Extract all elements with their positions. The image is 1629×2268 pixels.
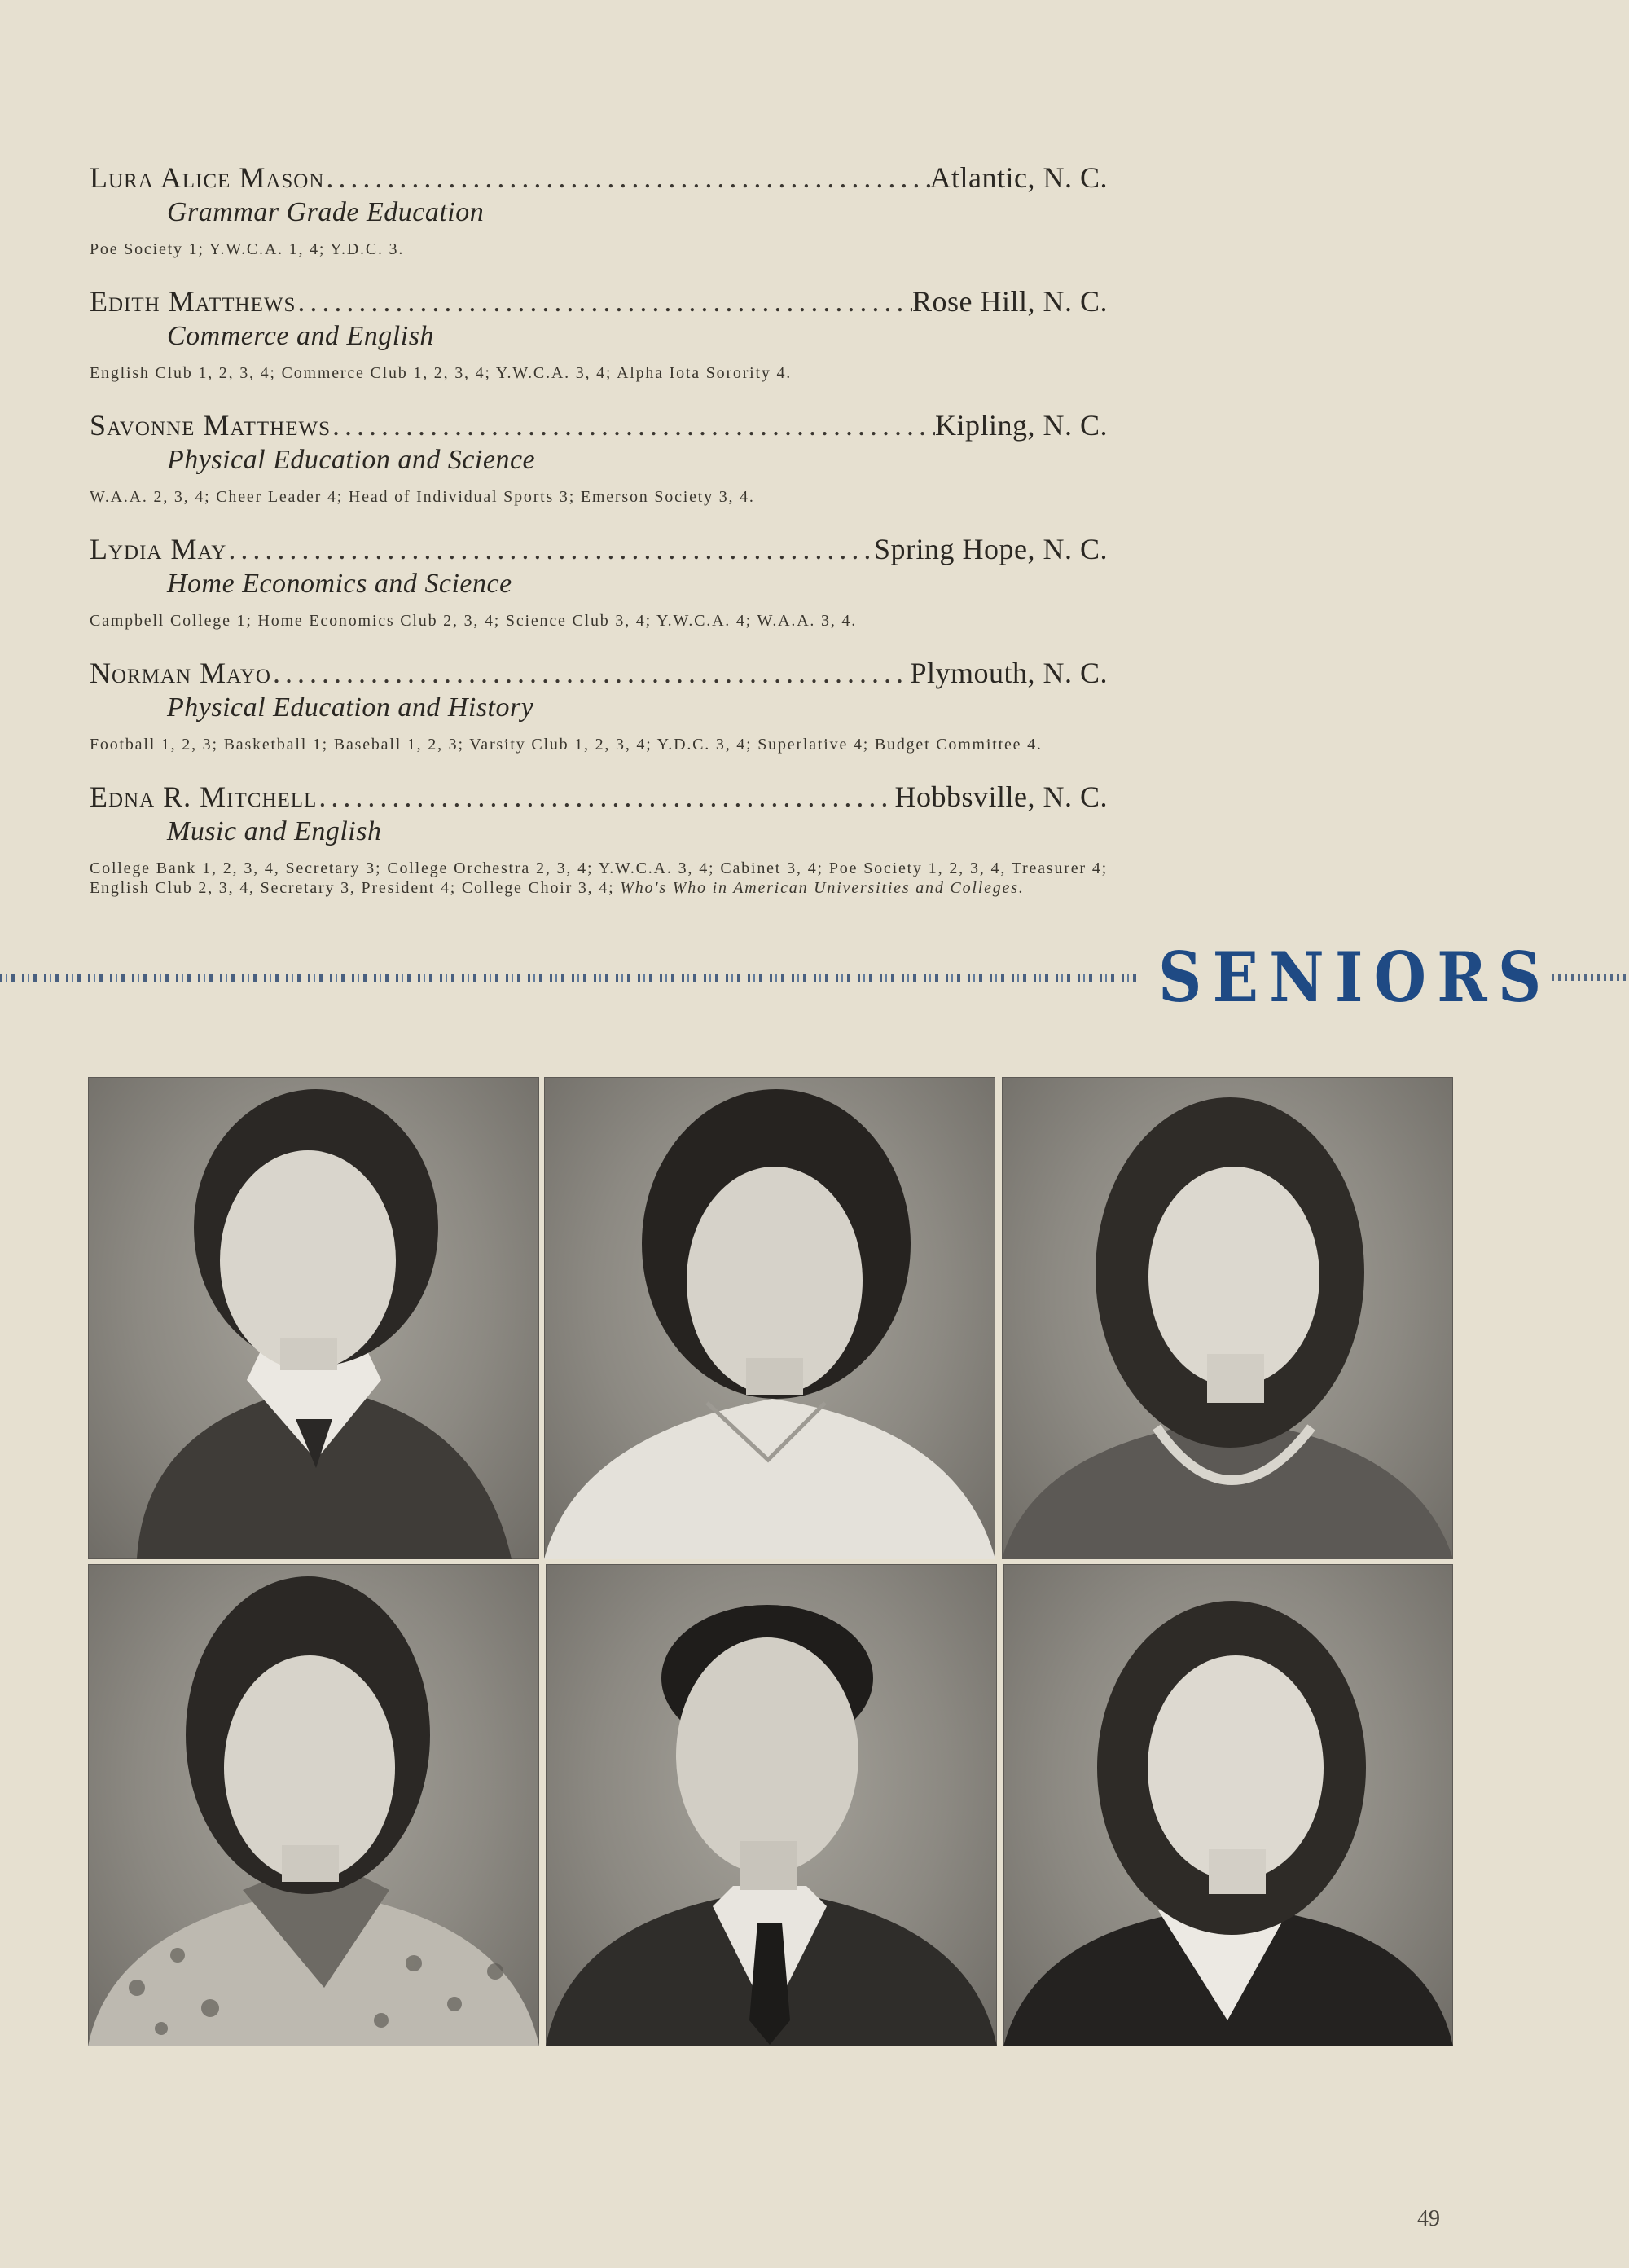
major: Commerce and English <box>167 321 434 351</box>
section-title: SENIORS <box>1158 937 1552 1018</box>
hometown: Spring Hope, N. C. <box>874 533 1108 565</box>
activities: Poe Society 1; Y.W.C.A. 1, 4; Y.D.C. 3. <box>90 240 405 258</box>
major: Physical Education and History <box>167 692 534 723</box>
hometown: Hobbsville, N. C. <box>894 780 1108 813</box>
entry-savonne-matthews <box>90 407 1108 507</box>
student-name: Norman Mayo <box>90 657 271 689</box>
activities: W.A.A. 2, 3, 4; Cheer Leader 4; Head of Individual Sports 3; Emerson Society 3, 4. <box>90 488 755 506</box>
dot-leader <box>296 284 912 319</box>
portrait-lura-alice-mason <box>88 1077 539 1559</box>
portrait-norman-mayo <box>546 1564 997 2046</box>
major: Grammar Grade Education <box>167 197 485 227</box>
student-name: Edna R. Mitchell <box>90 780 318 813</box>
honor-citation: Who's Who in American Universities and Colleges. <box>620 879 1025 897</box>
dot-leader <box>324 160 929 196</box>
student-name: Lura Alice Mason <box>90 161 325 194</box>
entry-norman-mayo <box>90 655 1108 754</box>
student-name: Lydia May <box>90 533 227 565</box>
decorative-rule-end <box>1552 974 1629 981</box>
hometown: Plymouth, N. C. <box>910 657 1108 689</box>
major: Physical Education and Science <box>167 445 536 475</box>
major: Music and English <box>167 816 382 846</box>
portrait-edna-r-mitchell <box>1003 1564 1453 2046</box>
page-number: 49 <box>1417 2206 1440 2231</box>
entry-edna-r-mitchell <box>90 779 1108 898</box>
dot-leader <box>317 779 894 815</box>
activities: College Bank 1, 2, 3, 4, Secretary 3; College Orchestra 2, 3, 4; Y.W.C.A. 3, 4; Cabinet 3, 4; Poe Society 1, 2, 3, 4, Treasurer 4; English Club 2, 3, 4, Secretary 3, President 4; College Choir 3, 4; Who's Who in American Universities and Colleges. <box>90 859 1108 897</box>
activities: Campbell College 1; Home Economics Club 2, 3, 4; Science Club 3, 4; Y.W.C.A. 4; W.A.A. 3, 4. <box>90 612 858 630</box>
hometown: Rose Hill, N. C. <box>911 285 1108 318</box>
entry-lura-alice-mason <box>90 160 1108 259</box>
student-name: Edith Matthews <box>90 285 296 318</box>
hometown: Atlantic, N. C. <box>929 161 1108 194</box>
portrait-edith-matthews <box>544 1077 995 1559</box>
portrait-lydia-may <box>88 1564 539 2046</box>
dot-leader <box>271 655 911 691</box>
student-name: Savonne Matthews <box>90 409 332 442</box>
senior-entries <box>90 160 1108 922</box>
entry-lydia-may <box>90 531 1108 631</box>
activities: English Club 1, 2, 3, 4; Commerce Club 1, 2, 3, 4; Y.W.C.A. 3, 4; Alpha Iota Sorority 4. <box>90 364 793 382</box>
activities: Football 1, 2, 3; Basketball 1; Baseball 1, 2, 3; Varsity Club 1, 2, 3, 4; Y.D.C. 3, 4; Superlative 4; Budget Committee 4. <box>90 736 1043 754</box>
portrait-savonne-matthews <box>1002 1077 1453 1559</box>
decorative-rule <box>0 974 1136 982</box>
hometown: Kipling, N. C. <box>934 409 1108 442</box>
dot-leader <box>331 407 935 443</box>
major: Home Economics and Science <box>167 569 512 599</box>
dot-leader <box>226 531 874 567</box>
entry-edith-matthews <box>90 284 1108 383</box>
